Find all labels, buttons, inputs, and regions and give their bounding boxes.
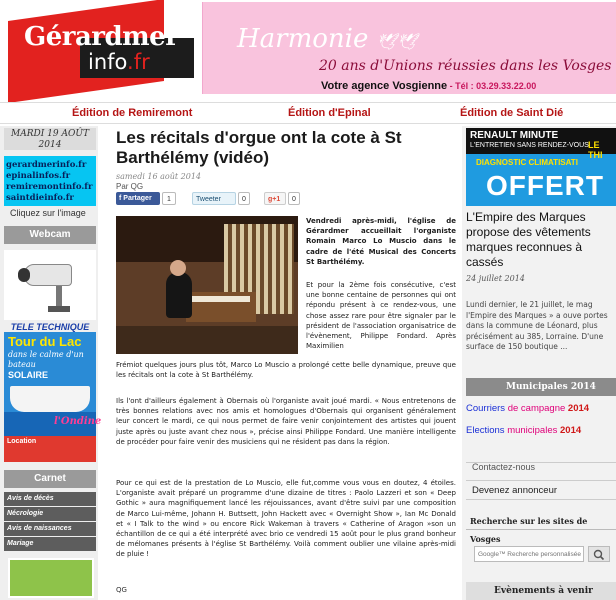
banner-brand: Harmonie 🕊🕊 [237,24,418,54]
lac-ad-solaire: SOLAIRE [8,370,49,380]
carnet-necrologie-link[interactable]: Nécrologie [4,507,96,521]
municipales-heading: Municipales 2014 [466,378,616,396]
article-paragraph-2: Et pour la 2ème fois consécutive, c'est une bonne centaine de personnes qui ont répondu présent à ce rendez-vous, une chose assez rare pour être signaler par le président de l'association organisatrice de l'évènement, Philippe Fondard. Après Maximilien [306,281,456,351]
google-plus-count: 0 [288,192,300,205]
network-sites-box[interactable] [4,156,96,206]
carnet-list [4,492,96,552]
site-link-epinal[interactable]: epinalinfos.fr [6,171,71,181]
courriers-campagne-link[interactable]: Courriers de campagne 2014 [466,403,590,414]
banner-tagline: 20 ans d'Unions réussies dans les Vosges [319,58,612,74]
lac-ad-location: Location [7,438,37,445]
article-paragraph-4: Pour ce qui est de la prestation de Lo Muscio, elle fut,comme vous vous en doutez, 4 étoiles. L'organiste avait préparé un programme d'une dizaine de titres : Paolo Lazzeri et son « Deep Gothic » aura magnifiquement lancé les réjouissances, avant d'être suivi par une composition de Marco Lui-même, Johann H. Buttsett, John Hackett avec « Overnight Show », Ian Mc Donald et « I Talk to the wind » ou encore Rick Wakeman à travers « Catherine of Aragon »son un échantillon de ce qui a été interprété avec brio ce vendredi 15 août pour le plus grand bonheur de mélomanes présents à l'église St Barthélémy. Voilà comment oublier une vilaine après-midi de pluie ! [116,479,456,559]
search-button[interactable] [588,546,610,562]
webcam-sponsor: TELE TECHNIQUE [10,322,90,332]
click-image-caption: Cliquez sur l'image [10,208,86,218]
logo-text-top: Gérardmer [24,22,179,52]
article [106,124,456,600]
banner-contact: Votre agence Vosgienne - Tél : 03.29.33.22.00 [321,80,537,92]
article-title: Les récitals d'orgue ont la cote à St Barthélémy (vidéo) [116,128,402,167]
share-bar [116,192,416,206]
article-author: Par QG [116,182,144,191]
facebook-share-count: 1 [162,192,176,205]
renault-ad-extra: LE THI [588,140,603,160]
camera-lens [18,268,30,282]
article-paragraph-3: Ils l'ont d'ailleurs également à Obernais où l'organiste avait joué mardi. « Nous entretenons de très bonnes relations avec nos amis et homologues d'Obernais qui organisent généralement leur concert le mardi, ce qui nous permet de faire venir conjointement des artistes qui jouent juste après ou juste avant chez nous », précise ainsi Philippe Fondard. Une manière intelligente de procéder pour faire venir des musiciens qui ne résident pas dans la région. [116,397,456,446]
annonceur-link[interactable]: Devenez annonceur [466,480,616,500]
facebook-share-button[interactable]: f Partager [116,192,160,205]
article-paragraph-2-cont: Frémiot quelques jours plus tôt, Marco Lo Muscio a prolongé cette belle dynamique, preuve que les récitals ont la cote à St Barthélémy. [116,361,456,380]
municipales-links [466,402,616,446]
site-link-remiremont[interactable]: remiremontinfo.fr [6,182,93,192]
lac-ad-title: Tour du Lac [8,334,82,349]
search-icon [589,548,609,562]
renault-minute-ad[interactable] [466,128,616,206]
left-sidebar [0,126,102,600]
lac-ad-subtitle: dans le calme d'un bateau [8,350,84,369]
featured-headline-link[interactable]: L'Empire des Marques propose des vêtements marques reconnues à cassés [466,210,591,269]
photo-organ-keys [192,296,250,302]
carnet-mariage-link[interactable]: Mariage [4,537,96,551]
editions-nav [0,102,616,124]
webcam-heading: Webcam [4,226,96,244]
featured-excerpt: Lundi dernier, le 21 juillet, le mag l'Empire des Marques » a ouve portes dans la commune de Léonard, plus précisément au 385, Lorraine. D'une surface de 150 boutique ... [466,300,608,351]
article-photo-organist [116,216,298,354]
renault-ad-subtitle: L'ENTRETIEN SANS RENDEZ-VOUS [470,142,589,149]
twitter-share-count: 0 [238,192,250,205]
renault-ad-title: RENAULT MINUTE [470,130,559,141]
renault-ad-diag: DIAGNOSTIC CLIMATISATI [476,158,578,167]
tour-du-lac-ad[interactable] [4,332,102,462]
photo-organist-head [170,260,186,276]
carnet-deces-link[interactable]: Avis de décès [4,492,96,506]
camera-base [48,306,70,312]
doves-icon: 🕊🕊 [376,32,418,51]
current-date: MARDI 19 AOÛT 2014 [4,128,96,150]
featured-date: 24 juillet 2014 [466,274,525,283]
harmonie-banner-ad[interactable] [202,2,616,94]
lac-ad-boat-name: l'Ondine [54,416,102,427]
site-link-gerardmer[interactable]: gerardmerinfo.fr [6,160,87,170]
camera-icon [24,264,72,286]
events-heading: Evènements à venir [466,582,616,600]
vallee-ad[interactable] [8,558,94,598]
article-signature: QG [116,586,127,594]
google-plus-button[interactable]: g+1 [264,192,286,205]
webcam-ad[interactable] [4,250,96,320]
site-link-saintdie[interactable]: saintdieinfo.fr [6,193,74,203]
site-logo[interactable] [2,2,198,96]
carnet-heading: Carnet [4,470,96,488]
article-lead: Vendredi après-midi, l'église de Gérardmer accueillait l'organiste Romain Marco Lo Muscio dans le cadre de l'été Musical des Concerts St Barthélémy. [306,217,456,266]
contact-link[interactable]: Contactez-nous [466,462,616,476]
article-date: samedi 16 août 2014 [116,172,201,181]
photo-organist-body [166,272,192,318]
edition-epinal-link[interactable]: Édition d'Epinal [288,107,371,119]
edition-remiremont-link[interactable]: Édition de Remiremont [72,107,193,119]
camera-arm [56,286,62,308]
photo-floor [116,326,298,354]
search-input[interactable] [474,546,584,562]
right-column [462,126,616,600]
renault-ad-offert: OFFERT [486,170,604,201]
elections-municipales-link[interactable]: Elections municipales 2014 [466,425,582,436]
search-heading: Recherche sur les sites de Vosges [466,512,616,530]
carnet-naissances-link[interactable]: Avis de naissances [4,522,96,536]
twitter-share-button[interactable]: Tweeter [192,192,236,205]
logo-text-bottom: info.fr [88,50,150,74]
edition-saint-die-link[interactable]: Édition de Saint Dié [460,107,564,119]
boat-image [10,386,90,412]
